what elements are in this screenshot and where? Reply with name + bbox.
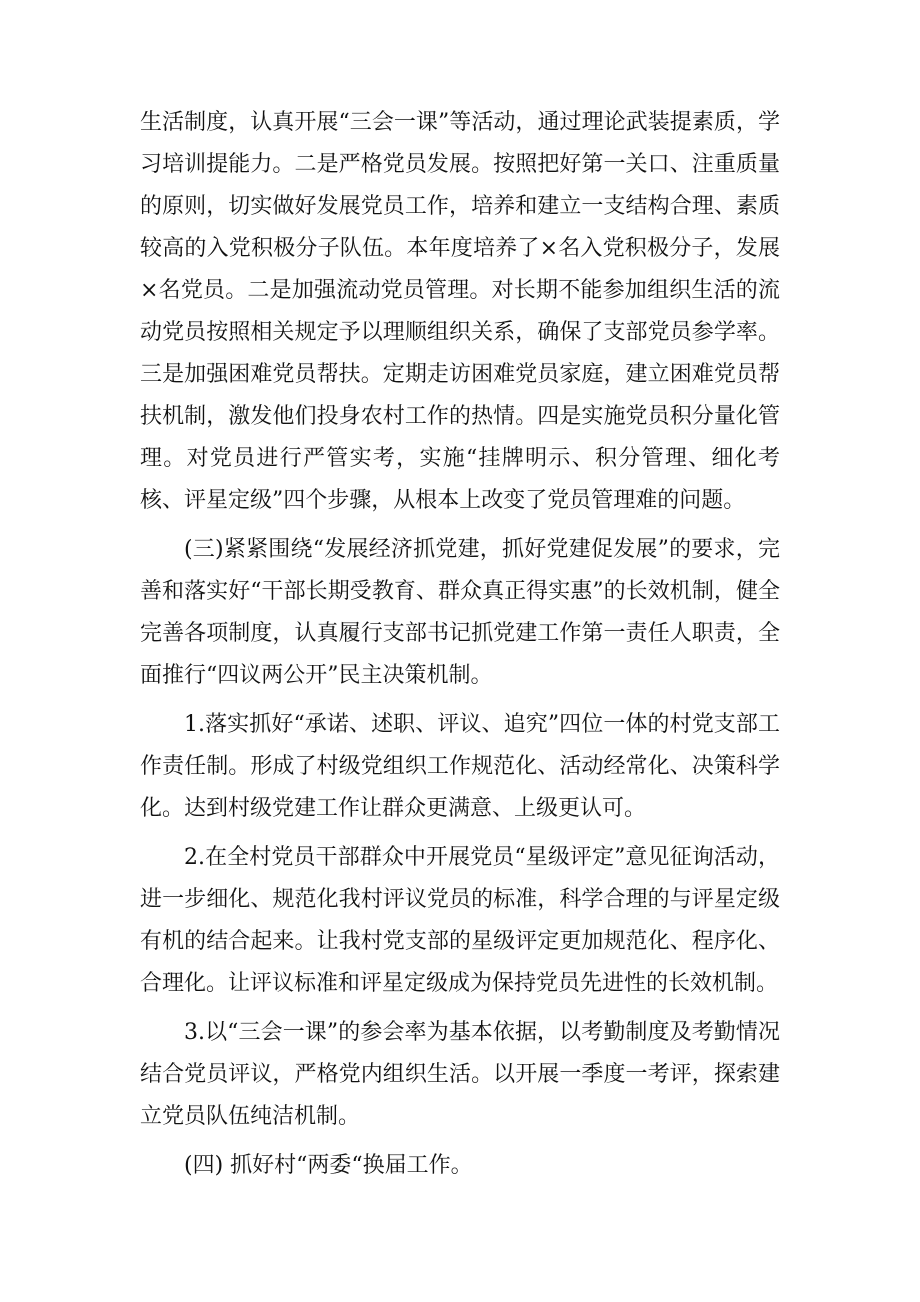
document-body <box>140 102 780 1187</box>
paragraph-item-2: 2.在全村党员干部群众中开展党员“星级评定”意见征询活动，进一步细化、规范化我村评议党员的标准，科学合理的与评星定级有机的结合起来。让我村党支部的星级评定更加规范化、程序化、合理化。让评议标准和评星定级成为保持党员先进性的长效机制。 <box>140 845 780 996</box>
paragraph-section-three: (三)紧紧围绕“发展经济抓党建，抓好党建促发展”的要求，完善和落实好“干部长期受教育、群众真正得实惠”的长效机制，健全完善各项制度，认真履行支部书记抓党建工作第一责任人职责，全面推行“四议两公开”民主决策机制。 <box>140 537 780 688</box>
paragraph-section-four: (四) 抓好村“两委“换届工作。 <box>184 1153 473 1178</box>
paragraph-item-1: 1.落实抓好“承诺、述职、评议、追究”四位一体的村党支部工作责任制。形成了村级党组织工作规范化、活动经常化、决策科学化。达到村级党建工作让群众更满意、上级更认可。 <box>140 712 780 821</box>
paragraph-party-management: 生活制度，认真开展“三会一课”等活动，通过理论武装提素质，学习培训提能力。二是严格党员发展。按照把好第一关口、注重质量的原则，切实做好发展党员工作，培养和建立一支结构合理、素质较高的入党积极分子队伍。本年度培养了×名入党积极分子，发展×名党员。二是加强流动党员管理。对长期不能参加组织生活的流动党员按照相关规定予以理顺组织关系，确保了支部党员参学率。三是加强困难党员帮扶。定期走访困难党员家庭，建立困难党员帮扶机制，激发他们投身农村工作的热情。四是实施党员积分量化管理。对党员进行严管实考，实施“挂牌明示、积分管理、细化考核、评星定级”四个步骤，从根本上改变了党员管理难的问题。 <box>140 110 780 513</box>
paragraph-item-3: 3.以“三会一课”的参会率为基本依据，以考勤制度及考勤情况结合党员评议，严格党内组织生活。以开展一季度一考评，探索建立党员队伍纯洁机制。 <box>140 1020 780 1129</box>
